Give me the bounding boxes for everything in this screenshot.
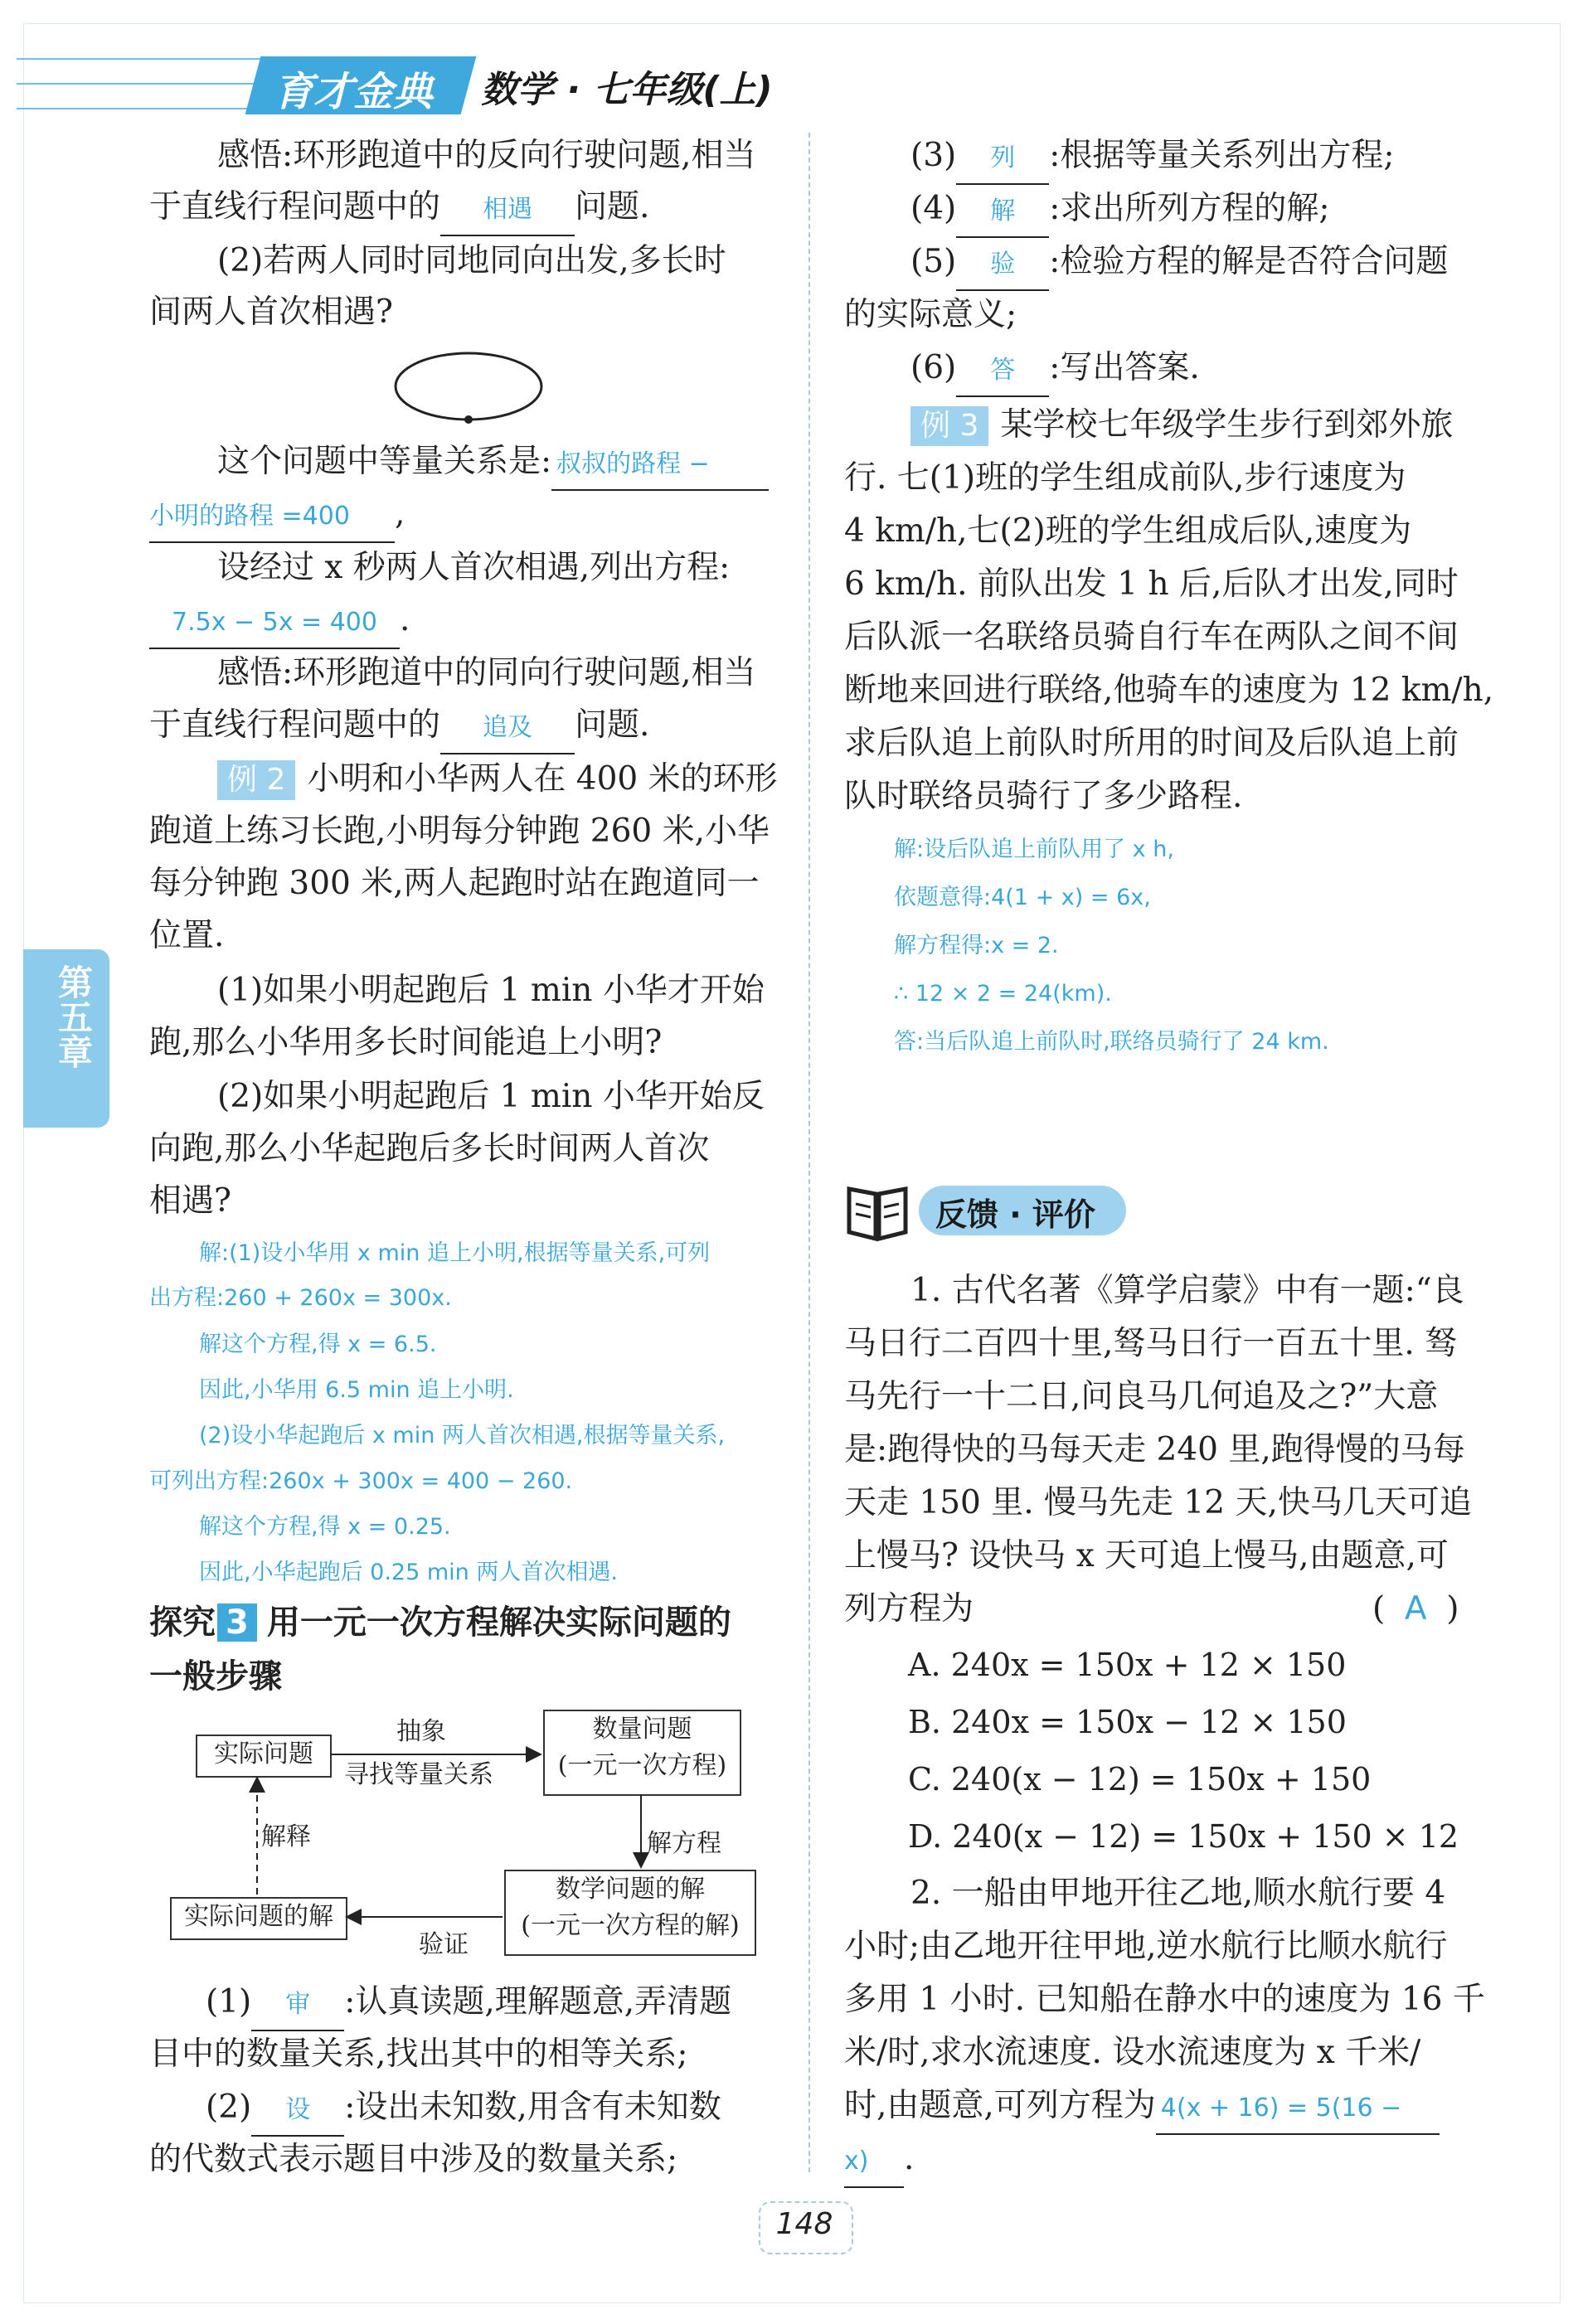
example-3-line8: 队时联络员骑行了多少路程. [844, 778, 1243, 815]
example-3-line4: 6 km/h. 前队出发 1 h 后,后队才出发,同时 [844, 565, 1459, 603]
step-5-line2: 的实际意义; [844, 296, 1017, 333]
explore-label: 探究 [149, 1604, 216, 1642]
example-3-label: 例 3 [910, 406, 988, 446]
example-3-solution-line: 依题意得:4(1 + x) = 6x, [894, 885, 1151, 910]
example-3-line7: 求后队追上前队时所用的时间及后队追上前 [844, 725, 1459, 762]
book-icon [844, 1176, 910, 1244]
question-1-line1: 1. 古代名著《算学启蒙》中有一题:“良 [910, 1272, 1464, 1309]
question-2-line1: 2. 一船由甲地开往乙地,顺水航行要 4 [910, 1875, 1446, 1912]
step-5-blank: 验 [956, 237, 1049, 291]
step-6-line: (6) 答 :写出答案. [910, 343, 1200, 397]
step-2-line1: (2) 设 :设出未知数,用含有未知数 [206, 2083, 721, 2137]
header-title: 数学 · 七年级(上) [481, 69, 773, 111]
example-3-line1: 例 3 某学校七年级学生步行到郊外旅 [910, 400, 1453, 450]
flow-box-actual-problem: 实际问题 [196, 1735, 332, 1778]
example-2-solution-line: 解:(1)设小华用 x min 追上小明,根据等量关系,可列 [199, 1240, 711, 1266]
flow-box-actual-solution: 实际问题的解 [170, 1897, 347, 1940]
step-2-blank: 设 [251, 2083, 344, 2137]
example-2-solution-line: 可列出方程:260x + 300x = 400 − 260. [149, 1468, 573, 1494]
flow-label-solve: 解方程 [647, 1829, 721, 1858]
question-1-option-a: A. 240x = 150x + 12 × 150 [908, 1647, 1347, 1683]
example-2-line3: 每分钟跑 300 米,两人起跑时站在跑道同一 [149, 865, 760, 902]
explore-number: 3 [217, 1604, 257, 1642]
question-2-blank-1: 4(x + 16) = 5(16 − [1156, 2081, 1440, 2135]
example-2-solution-line: 解这个方程,得 x = 0.25. [199, 1514, 451, 1540]
example-3-solution-line: 答:当后队追上前队时,联络员骑行了 24 km. [894, 1029, 1329, 1055]
question-2-line4: 米/时,求水流速度. 设水流速度为 x 千米/ [844, 2034, 1421, 2071]
insight-1-line1: 感悟:环形跑道中的反向行驶问题,相当 [217, 137, 756, 174]
chapter-side-tab [23, 949, 109, 1128]
step-2-line2: 的代数式表示题目中涉及的数量关系; [149, 2141, 678, 2178]
step-4-line: (4) 解 :求出所列方程的解; [910, 184, 1330, 238]
step-5-line: (5) 验 :检验方程的解是否符合问题 [910, 237, 1448, 291]
question-2-line3: 多用 1 小时. 已知船在静水中的速度为 16 千 [844, 1981, 1485, 2018]
feedback-heading: 反馈 · 评价 [935, 1196, 1095, 1233]
flow-label-explain: 解释 [261, 1822, 311, 1851]
step-1-line1: (1) 审 :认真读题,理解题意,弄清题 [206, 1977, 731, 2031]
question-1-option-b: B. 240x = 150x − 12 × 150 [908, 1704, 1347, 1740]
example-2-solution-line: 因此,小华起跑后 0.25 min 两人首次相遇. [199, 1560, 618, 1585]
equal-relation-line1: 这个问题中等量关系是: 叔叔的路程 − [217, 437, 769, 491]
flow-label-find-relation: 寻找等量关系 [344, 1760, 493, 1789]
flow-box-math-solution: 数学问题的解 (一元一次方程的解) [504, 1870, 756, 1956]
question-1-line5: 天走 150 里. 慢马先走 12 天,快马几天可追 [844, 1484, 1472, 1521]
equation-setup-line2: 7.5x − 5x = 400 . [149, 595, 410, 649]
question-2-line1: (2)若两人同时同地同向出发,多长时 [217, 242, 726, 279]
example-2-q2-line3: 相遇? [149, 1182, 231, 1220]
header-brand: 育才金典 [274, 69, 434, 115]
example-2-label: 例 2 [217, 760, 295, 800]
question-1-line3: 马先行一十二日,问良马几何追及之?”大意 [844, 1378, 1439, 1415]
step-3-blank: 列 [956, 131, 1049, 185]
example-2-line4: 位置. [149, 917, 225, 954]
step-1-blank: 审 [251, 1977, 344, 2031]
example-2-q2-line2: 向跑,那么小华起跑后多长时间两人首次 [149, 1130, 710, 1167]
step-3-line: (3) 列 :根据等量关系列出方程; [910, 131, 1395, 185]
question-1-line6: 上慢马? 设快马 x 天可追上慢马,由题意,可 [844, 1537, 1449, 1574]
example-2-line2: 跑道上练习长跑,小明每分钟跑 260 米,小华 [149, 813, 770, 850]
equal-relation-blank-2: 小明的路程 =400 [149, 489, 395, 543]
question-1-line2: 马日行二百四十里,驽马日行一百五十里. 驽 [844, 1325, 1458, 1362]
example-3-solution-line: ∴ 12 × 2 = 24(km). [894, 981, 1112, 1007]
example-2-q2-line1: (2)如果小明起跑后 1 min 小华开始反 [217, 1078, 765, 1115]
page-number: 148 [775, 2207, 833, 2241]
column-divider [808, 133, 810, 2172]
example-3-solution-line: 解:设后队追上前队用了 x h, [894, 837, 1174, 862]
example-3-solution-line: 解方程得:x = 2. [894, 933, 1059, 958]
explore-title: 用一元一次方程解决实际问题的 [266, 1604, 731, 1642]
insight-2-blank: 追及 [440, 701, 575, 754]
example-2-solution-line: 解这个方程,得 x = 6.5. [199, 1332, 437, 1357]
example-2-solution-line: 因此,小华用 6.5 min 追上小明. [199, 1377, 514, 1403]
header-decoration [17, 50, 265, 116]
equal-relation-blank-1: 叔叔的路程 − [551, 437, 769, 491]
question-1-answer: ( A ) [1372, 1590, 1459, 1628]
example-3-line5: 后队派一名联络员骑自行车在两队之间不间 [844, 619, 1459, 656]
insight-1-blank: 相遇 [440, 182, 575, 236]
question-1-option-d: D. 240(x − 12) = 150x + 150 × 12 [908, 1818, 1459, 1855]
step-6-blank: 答 [956, 343, 1049, 397]
question-2-line5: 时,由题意,可列方程为 4(x + 16) = 5(16 − [844, 2081, 1440, 2135]
flow-box-quantity-problem: 数量问题 (一元一次方程) [543, 1710, 741, 1796]
step-4-blank: 解 [956, 184, 1049, 238]
example-3-line3: 4 km/h,七(2)班的学生组成后队,速度为 [844, 512, 1412, 550]
question-2-line6: x) . [844, 2134, 914, 2188]
chapter-side-tab-label: 第五章 [53, 964, 94, 1069]
example-2-q1-line1: (1)如果小明起跑后 1 min 小华才开始 [217, 972, 765, 1009]
flow-label-verify: 验证 [419, 1930, 469, 1959]
flow-label-abstract: 抽象 [396, 1717, 446, 1746]
equation-setup-line1: 设经过 x 秒两人首次相遇,列出方程: [217, 549, 731, 586]
equal-relation-line2: 小明的路程 =400 , [149, 489, 405, 543]
question-1-line7: 列方程为 [844, 1590, 974, 1628]
example-2-line1: 例 2 小明和小华两人在 400 米的环形 [217, 754, 778, 804]
step-1-line2: 目中的数量关系,找出其中的相等关系; [149, 2035, 688, 2073]
track-ellipse [386, 347, 551, 429]
explore-3-heading [149, 1596, 731, 1643]
example-3-line2: 行. 七(1)班的学生组成前队,步行速度为 [844, 459, 1406, 497]
example-3-line6: 断地来回进行联络,他骑车的速度为 12 km/h, [844, 672, 1494, 709]
explore-title-line2: 一般步骤 [149, 1657, 282, 1696]
question-1-option-c: C. 240(x − 12) = 150x + 150 [908, 1761, 1372, 1798]
insight-2-line1: 感悟:环形跑道中的同向行驶问题,相当 [217, 654, 756, 691]
question-2-line2: 间两人首次相遇? [149, 294, 393, 331]
equation-blank: 7.5x − 5x = 400 [149, 595, 400, 649]
example-2-solution-line: (2)设小华起跑后 x min 两人首次相遇,根据等量关系, [199, 1423, 726, 1448]
example-2-q1-line2: 跑,那么小华用多长时间能追上小明? [149, 1024, 663, 1061]
example-2-solution-line: 出方程:260 + 260x = 300x. [149, 1285, 452, 1311]
question-2-line2: 小时;由乙地开往甲地,逆水航行比顺水航行 [844, 1928, 1448, 1965]
insight-1-line2: 于直线行程问题中的 相遇 问题. [149, 182, 649, 236]
insight-2-line2: 于直线行程问题中的 追及 问题. [149, 701, 649, 754]
question-2-blank-2: x) [844, 2134, 904, 2188]
question-1-line4: 是:跑得快的马每天走 240 里,跑得慢的马每 [844, 1431, 1465, 1468]
